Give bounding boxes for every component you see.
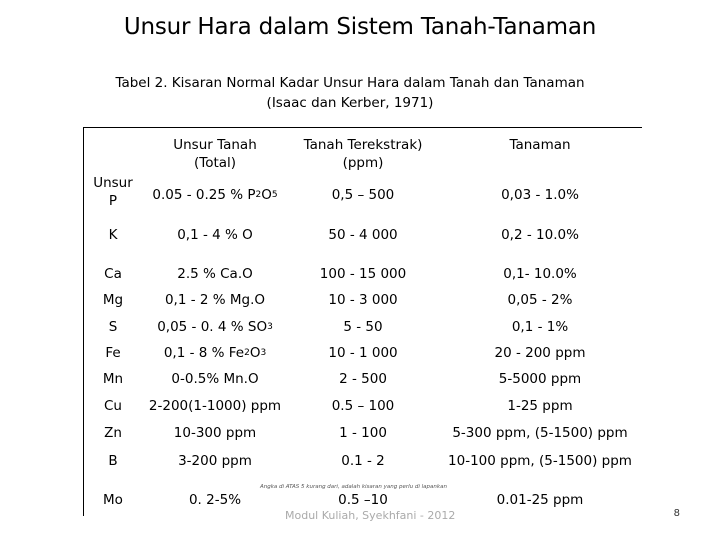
element-label: Ca bbox=[104, 266, 122, 282]
table-row bbox=[84, 259, 642, 289]
table-row bbox=[84, 313, 642, 341]
nutrient-table bbox=[83, 127, 642, 516]
plant-value: 1-25 ppm bbox=[507, 398, 573, 414]
column-header-extracted: Tanah Terekstrak) (ppm) bbox=[303, 137, 423, 171]
element-label: Mn bbox=[102, 371, 124, 387]
total-value: 0,1 - 2 % Mg.O bbox=[164, 291, 266, 308]
table-row bbox=[84, 286, 642, 313]
extracted-value: 2 - 500 bbox=[339, 371, 387, 387]
extracted-value: 10 - 3 000 bbox=[328, 291, 398, 308]
element-label: Mg bbox=[102, 291, 124, 308]
element-label: P bbox=[108, 193, 118, 209]
element-label: Zn bbox=[104, 425, 122, 441]
extracted-value: 0,5 – 500 bbox=[331, 187, 395, 203]
table-caption-source: (Isaac dan Kerber, 1971) bbox=[266, 95, 434, 111]
plant-value: 10-100 ppm, (5-1500) ppm bbox=[448, 453, 632, 469]
extracted-value: 0.5 –10 bbox=[338, 491, 388, 508]
table-row bbox=[84, 392, 642, 420]
table-caption bbox=[0, 73, 700, 113]
plant-value: 0,03 - 1.0% bbox=[501, 187, 579, 203]
table-row bbox=[84, 339, 642, 367]
table-row bbox=[84, 174, 642, 216]
element-label: Cu bbox=[104, 398, 122, 414]
extracted-value: 1 - 100 bbox=[339, 425, 387, 441]
plant-value: 0,2 - 10.0% bbox=[501, 227, 579, 243]
plant-value: 0,1 - 1% bbox=[511, 319, 569, 335]
total-value: 0-0.5% Mn.O bbox=[171, 371, 259, 387]
extracted-value: 0.1 - 2 bbox=[341, 453, 385, 469]
plant-value: 0,05 - 2% bbox=[507, 291, 573, 308]
extracted-value: 0.5 – 100 bbox=[331, 398, 395, 414]
total-value: 2.5 % Ca.O bbox=[177, 266, 253, 282]
plant-value: 5-5000 ppm bbox=[498, 371, 582, 387]
total-value: 0. 2-5% bbox=[188, 491, 242, 508]
table-row bbox=[84, 365, 642, 393]
column-header-plant: Tanaman bbox=[509, 137, 571, 153]
extracted-value: 10 - 1 000 bbox=[328, 345, 398, 361]
plant-value: 0,1- 10.0% bbox=[503, 266, 577, 282]
table-row bbox=[84, 446, 642, 476]
total-value: 10-300 ppm bbox=[173, 425, 257, 441]
table-row bbox=[84, 419, 642, 447]
column-header-element: Unsur bbox=[93, 175, 133, 191]
plant-value: 20 - 200 ppm bbox=[494, 345, 586, 361]
total-value: 0,05 - 0. 4 % SO 3 bbox=[157, 319, 273, 335]
table-caption-line1: Tabel 2. Kisaran Normal Kadar Unsur Hara dalam Tanah dan Tanaman bbox=[115, 75, 585, 91]
page-number: 8 bbox=[673, 508, 680, 519]
total-value: 0.05 - 0.25 % P 2 O 5 bbox=[152, 187, 278, 203]
extracted-value: 5 - 50 bbox=[343, 319, 383, 335]
extracted-value: 100 - 15 000 bbox=[319, 266, 407, 282]
table-header-labels bbox=[84, 128, 642, 174]
table-row bbox=[84, 216, 642, 254]
column-header-total: Unsur Tanah (Total) bbox=[173, 137, 257, 171]
plant-value: 0.01-25 ppm bbox=[496, 491, 584, 508]
table-footnote: Angka di ATAS 5 kurang dari, adalah kisaran yang perlu di lapankan bbox=[260, 484, 447, 490]
extracted-value: 50 - 4 000 bbox=[328, 227, 398, 243]
element-label: Mo bbox=[103, 491, 123, 508]
footer-source: Modul Kuliah, Syekhfani - 2012 bbox=[285, 509, 456, 522]
element-label: K bbox=[108, 227, 118, 243]
element-label: S bbox=[108, 319, 118, 335]
element-label: B bbox=[108, 453, 118, 469]
total-value: 3-200 ppm bbox=[178, 453, 252, 469]
element-label: Fe bbox=[105, 345, 121, 361]
plant-value: 5-300 ppm, (5-1500) ppm bbox=[452, 425, 628, 441]
page-title: Unsur Hara dalam Sistem Tanah-Tanaman bbox=[123, 14, 597, 40]
total-value: 0,1 - 8 % Fe 2 O 3 bbox=[163, 345, 267, 361]
total-value: 2-200(1-1000) ppm bbox=[148, 398, 282, 414]
total-value: 0,1 - 4 % O bbox=[177, 227, 253, 243]
